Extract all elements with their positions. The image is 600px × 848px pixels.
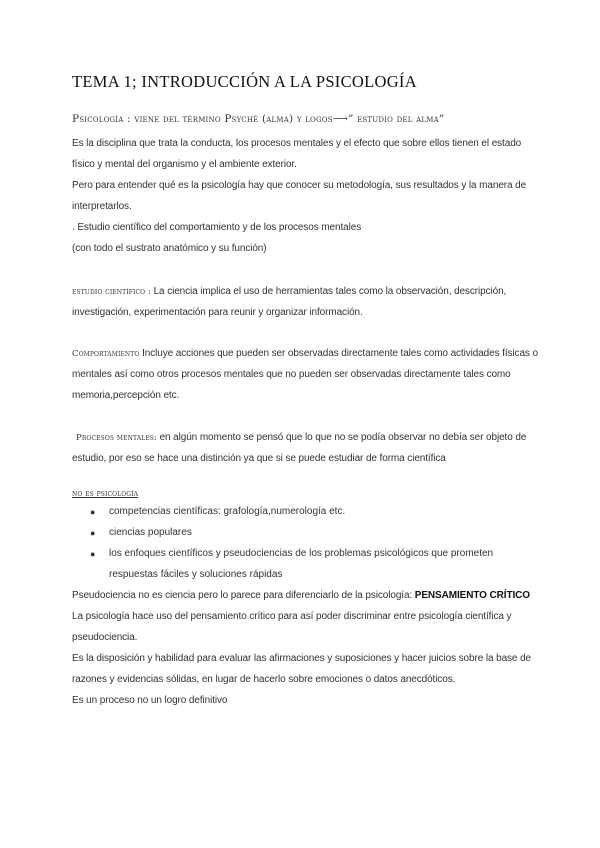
paragraph-line: pseudociencia. xyxy=(72,632,138,643)
paragraph-line: mentales así como otros procesos mentales que no pueden ser observadas directamente tales como xyxy=(72,369,511,380)
paragraph-line: La psicología hace uso del pensamiento crítico para así poder discriminar entre psicología científica y xyxy=(72,611,512,622)
pensamiento-critico-term: PENSAMIENTO CRÍTICO xyxy=(414,590,530,601)
pseudociencia-paragraph xyxy=(72,589,530,603)
estudio-paragraph xyxy=(72,285,506,299)
list-item: los enfoques científicos y pseudociencias de los problemas psicológicos que prometen xyxy=(109,548,494,559)
subheading-definition: Psicología : viene del término Psyché (alma) y logos⟶” estudio del alma” xyxy=(72,113,445,125)
paragraph-line: (con todo el sustrato anatómico y su función) xyxy=(72,243,267,254)
procesos-text: en algún momento se pensó que lo que no se podía observar no debía ser objeto de xyxy=(156,432,527,443)
no-es-psicologia-heading: no es psicología xyxy=(72,489,139,499)
estudio-label: estudio científico : xyxy=(72,287,151,297)
bullet-icon: ● xyxy=(90,549,96,559)
list-item: competencias científicas: grafología,numerología etc. xyxy=(109,506,346,517)
paragraph-line: razones y evidencias sólidas, en lugar de hacerlo sobre emociones o datos anecdóticos. xyxy=(72,674,456,685)
paragraph-line: investigación, experimentación para reunir y organizar información. xyxy=(72,307,363,318)
bullet-icon: ● xyxy=(90,507,96,517)
paragraph-line: Es la disposición y habilidad para evaluar las afirmaciones y suposiciones y hacer juicios sobre la base de xyxy=(72,653,531,664)
paragraph-line: interpretarlos. xyxy=(72,201,132,212)
list-item-continuation: respuestas fáciles y soluciones rápidas xyxy=(109,569,283,580)
paragraph-line: Es un proceso no un logro definitivo xyxy=(72,695,228,706)
bullet-icon: ● xyxy=(90,528,96,538)
page-title: TEMA 1; INTRODUCCIÓN A LA PSICOLOGÍA xyxy=(72,72,417,91)
paragraph-line: estudio, por eso se hace una distinción ya que si se puede estudiar de forma científica xyxy=(72,453,446,464)
comportamiento-text: Incluye acciones que pueden ser observadas directamente tales como actividades físicas o xyxy=(139,348,538,359)
comportamiento-label: Comportamiento xyxy=(72,349,140,359)
procesos-paragraph xyxy=(76,431,526,445)
estudio-text: La ciencia implica el uso de herramientas tales como la observación, descripción, xyxy=(150,286,507,297)
paragraph-line: físico y mental del organismo y el ambiente exterior. xyxy=(72,159,297,170)
paragraph-line: . Estudio científico del comportamiento y de los procesos mentales xyxy=(72,222,362,233)
procesos-label: Procesos mentales: xyxy=(76,433,157,443)
paragraph-line: memoria,percepción etc. xyxy=(72,390,180,401)
paragraph-line: Pero para entender qué es la psicología hay que conocer su metodología, sus resultados y la manera de xyxy=(72,180,527,191)
comportamiento-paragraph xyxy=(72,347,538,361)
list-item: ciencias populares xyxy=(109,527,192,538)
paragraph-line: Es la disciplina que trata la conducta, los procesos mentales y el efecto que sobre ellos tienen el estado xyxy=(72,138,522,149)
pseudo-text: Pseudociencia no es ciencia pero lo parece para diferenciarlo de la psicología: xyxy=(72,590,415,601)
